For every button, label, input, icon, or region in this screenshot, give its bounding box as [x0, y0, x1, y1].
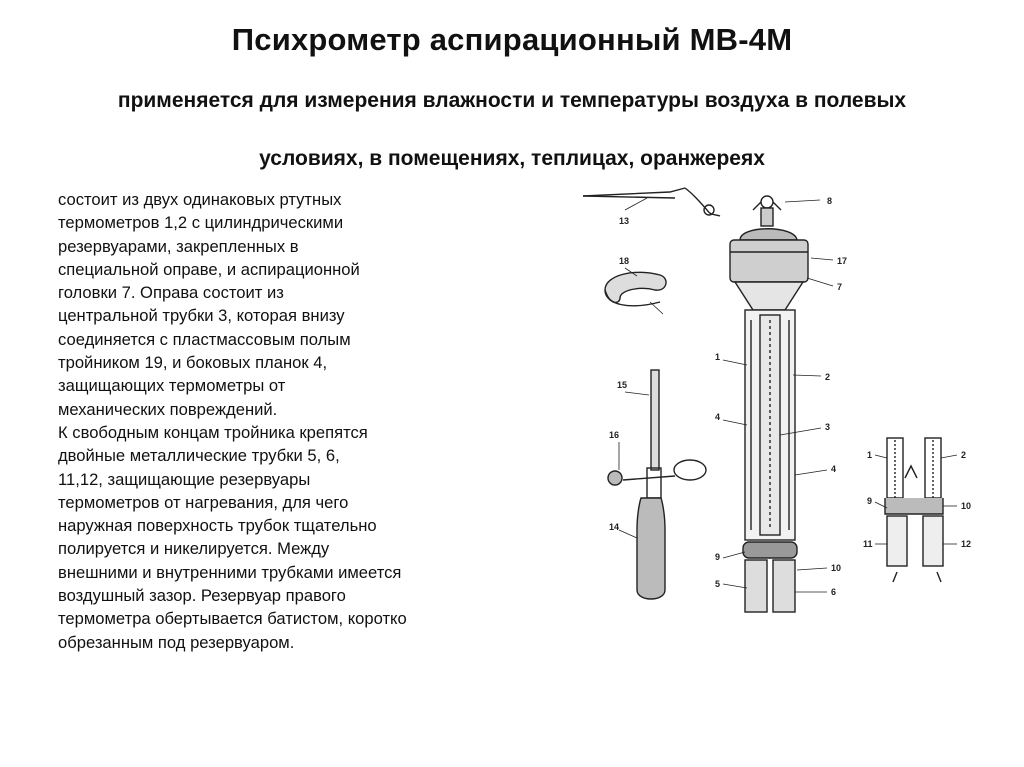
figure-label: 1 — [715, 352, 721, 362]
figure-label: 18 — [619, 256, 630, 266]
figure-label: 6 — [831, 587, 837, 597]
figure-label: 9 — [715, 552, 721, 562]
figure-label: 10 — [831, 563, 842, 573]
key-tool-drawing — [583, 188, 720, 216]
figure-label: 8 — [827, 196, 833, 206]
figure-label: 1 — [867, 450, 873, 460]
figure-label: 10 — [961, 501, 972, 511]
figure-label: 11 — [863, 539, 873, 549]
page-subtitle: применяется для измерения влажности и температуры воздуха в полевых условиях, в помещениях, теплицах, оранжереях — [117, 89, 907, 170]
figure-label: 4 — [831, 464, 837, 474]
description-paragraph: К свободным концам тройника крепятся двойные металлические трубки 5, 6, 11,12, защищающие резервуары термометров от нагревания, для чего наружная поверхность трубок тщательно полируется и никелируется. Между внешними и внутренними трубками имеется воздушный зазор. Резервуар правого термометра обертывается батистом, коротко обрезанным под резервуаром. — [58, 422, 407, 652]
description-paragraph: состоит из двух одинаковых ртутных термометров 1,2 с цилиндрическими резервуарами, закрепленных в специальной оправе, и аспирационной головки 7. Оправа состоит из центральной трубки 3, которая внизу соединяется с пластмассовым полым тройником 19, и боковых планок 4, защищающих термометры от механических повреждений. — [58, 190, 360, 419]
figure-label: 12 — [961, 539, 972, 549]
figure-label: 7 — [837, 282, 843, 292]
psychrometer-main-drawing — [723, 196, 833, 612]
figure-label: 3 — [825, 422, 831, 432]
figure-label: 5 — [715, 579, 721, 589]
figure-label: 2 — [825, 372, 831, 382]
figure-label: 16 — [609, 430, 620, 440]
figure-label: 13 — [619, 216, 630, 226]
wetting-pipette-drawing — [608, 370, 706, 599]
psychrometer-diagram — [575, 180, 995, 620]
figure-label: 4 — [715, 412, 721, 422]
figure-label: 15 — [617, 380, 628, 390]
figure-label: 2 — [961, 450, 967, 460]
figure-label: 17 — [837, 256, 848, 266]
figure-label: 9 — [867, 496, 873, 506]
ring-part-drawing — [605, 268, 666, 314]
detail-section-drawing — [875, 438, 957, 582]
figure-label: 14 — [609, 522, 620, 532]
description-text — [58, 188, 498, 654]
page-title: Психрометр аспирационный МВ-4М — [231, 22, 793, 57]
